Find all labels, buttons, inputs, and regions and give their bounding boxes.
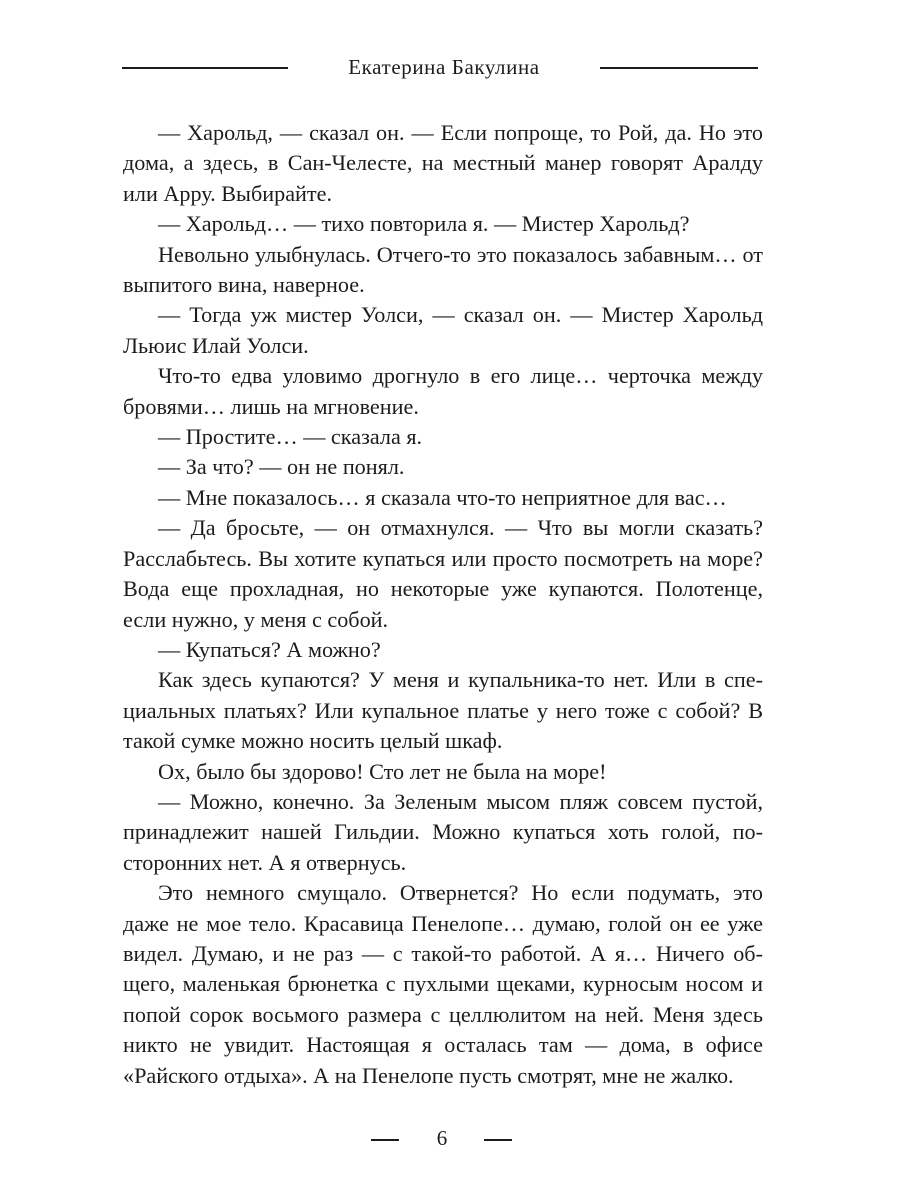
paragraph: Это немного смущало. Отвернется? Но если подумать, это даже не мое тело. Красавица Пенелопе… думаю, голой он ее уже видел. Думаю, и не раз — с такой-то работой. А я… Ничего общего, маленькая брюнетка с пухлыми щеками, курносым носом и попой сорок восьмого размера с целлюлитом на ней. Меня здесь никто не увидит. Настоящая я осталась там — дома, в офисе «Райского отдыха». А на Пенелопе пусть смотрят, мне не жалко. xyxy=(123,880,763,1088)
paragraph: — Харольд, — сказал он. — Если попроще, то Рой, да. Но это дома, а здесь, в Сан-Челесте, на местный манер говорят Аралду или Арру. Выбирайте. xyxy=(123,120,763,206)
paragraph: Как здесь купаются? У меня и купальника-то нет. Или в специальных платьях? Или купальное платье у него тоже с собой? В такой сумке можно носить целый шкаф. xyxy=(123,667,763,754)
footer-rule-right xyxy=(484,1139,512,1141)
paragraph: — Купаться? А можно? xyxy=(158,636,381,662)
page-number: 6 xyxy=(436,1126,448,1150)
paragraph: — За что? — он не понял. xyxy=(158,454,405,480)
page-footer xyxy=(0,1124,900,1154)
paragraph: — Тогда уж мистер Уолси, — сказал он. — Мистер Харольд Льюис Илай Уолси. xyxy=(123,302,763,358)
page-body xyxy=(123,118,763,1091)
footer-rule-left xyxy=(371,1139,399,1141)
paragraph: Ох, было бы здорово! Сто лет не была на море! xyxy=(158,758,607,784)
paragraph: — Да бросьте, — он отмахнулся. — Что вы могли сказать? Расслабьтесь. Вы хотите купаться или просто посмотреть на море? Вода еще прохладная, но некоторые уже купаются. Полотенце, если нужно, у меня с собой. xyxy=(123,515,763,632)
paragraph: — Харольд… — тихо повторила я. — Мистер Харольд? xyxy=(158,211,690,237)
paragraph: — Простите… — сказала я. xyxy=(158,424,423,450)
paragraph: Невольно улыбнулась. Отчего-то это показалось забавным… от выпитого вина, наверное. xyxy=(123,241,763,298)
running-header xyxy=(0,50,900,90)
header-rule-right xyxy=(600,67,758,69)
author-name: Екатерина Бакулина xyxy=(348,55,540,79)
paragraph: — Мне показалось… я сказала что-то неприятное для вас… xyxy=(158,484,727,510)
paragraph: — Можно, конечно. За Зеленым мысом пляж совсем пустой, принадлежит нашей Гильдии. Можно купаться хоть голой, посторонних нет. А я отвернусь. xyxy=(123,788,763,875)
paragraph: Что-то едва уловимо дрогнуло в его лице… черточка между бровями… лишь на мгновение. xyxy=(123,363,763,419)
header-rule-left xyxy=(122,67,288,69)
